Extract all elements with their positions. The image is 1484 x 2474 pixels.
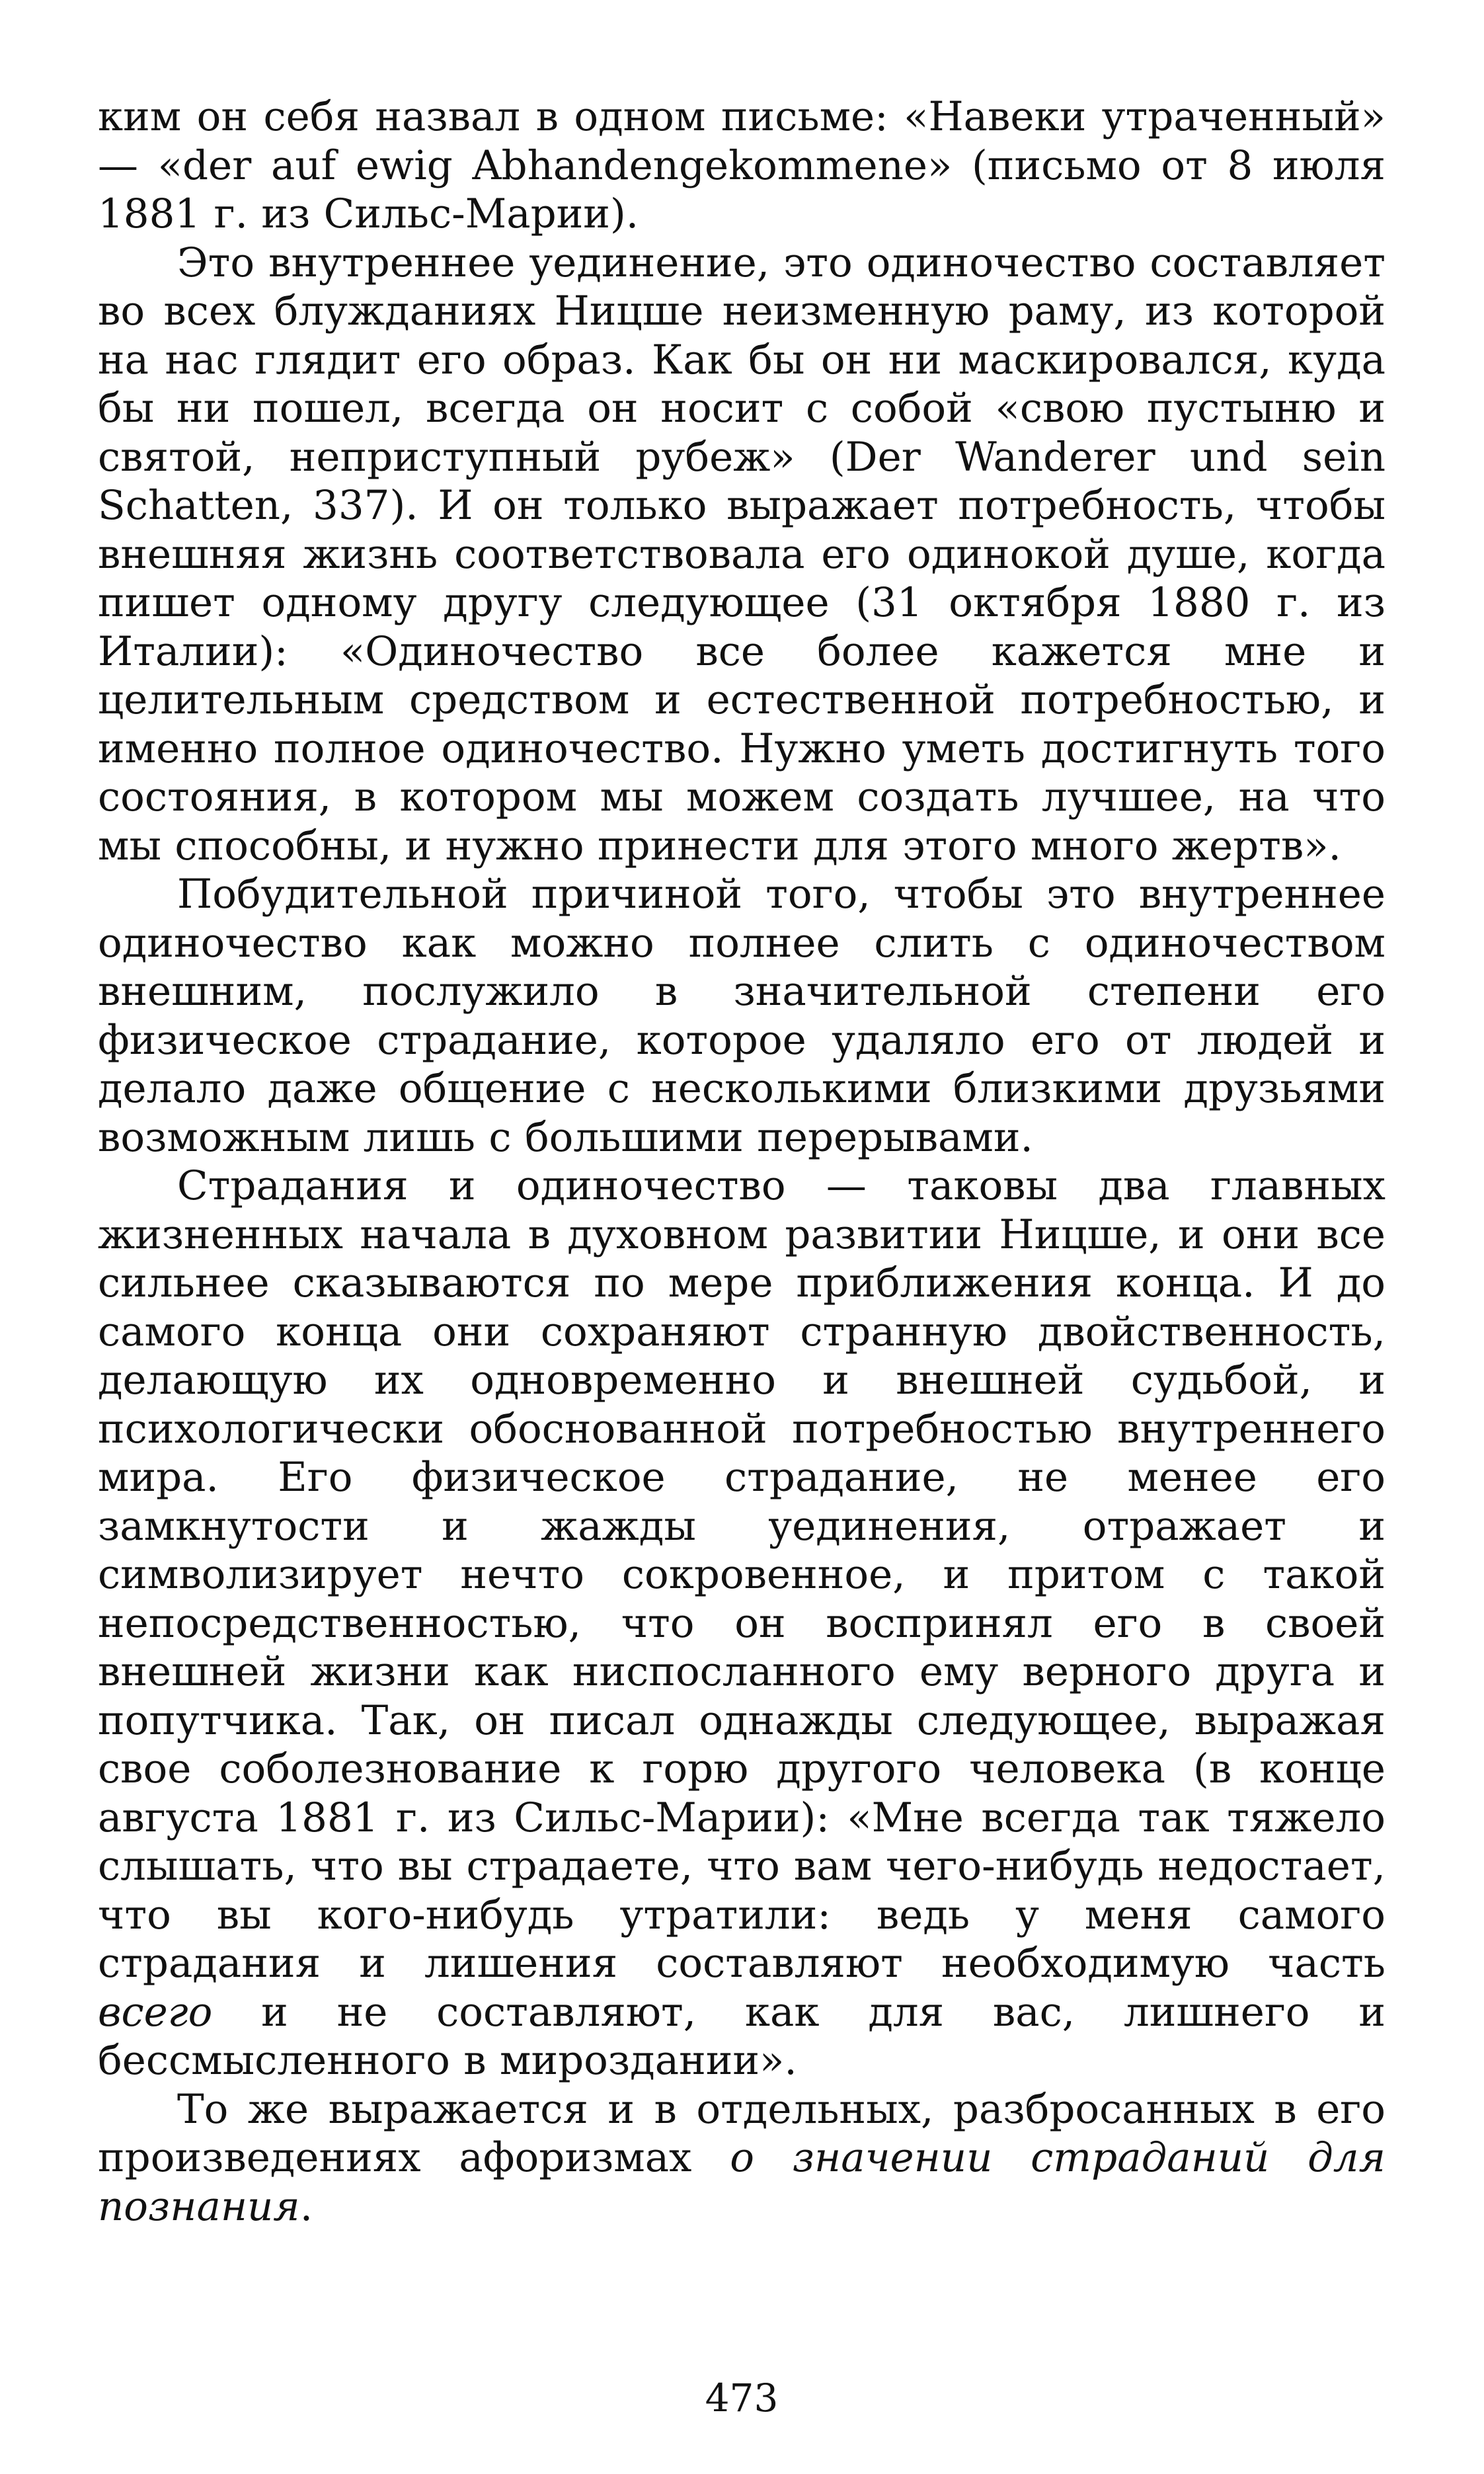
book-page bbox=[98, 93, 1386, 2420]
paragraph-5-emphasis: о значении страданий для познания bbox=[98, 2134, 1386, 2230]
paragraph-5-text-before: То же выражается и в отдельных, разбросанных в его произведениях афоризмах bbox=[98, 2085, 1386, 2181]
paragraph-4-text-before: Страдания и одиночество — таковы два главных жизненных начала в духовном развитии Ницше, и они все сильнее сказываются по мере приближения конца. И до самого конца они сохраняют странную двойственность, делающую их одновременно и внешней судьбой, и психологически обоснованной потребностью внутреннего мира. Его физическое страдание, не менее его замкнутости и жажды уединения, отражает и символизирует нечто сокровенное, и притом с такой непосредственностью, что он воспринял его в своей внешней жизни как ниспосланного ему верного друга и попутчика. Так, он писал однажды следующее, выражая свое соболезнование к горю другого человека (в конце августа 1881 г. из Сильс-Марии): «Мне всегда так тяжело слышать, что вы страдаете, что вам чего-нибудь недостает, что вы кого-нибудь утратили: ведь у меня самого страдания и лишения составляют необходимую часть bbox=[98, 1162, 1386, 1987]
paragraph-2: Это внутреннее уединение, это одиночество составляет во всех блужданиях Ницше неизменную раму, из которой на нас глядит его образ. Как бы он ни маскировался, куда бы ни пошел, всегда он носит с собой «свою пустыню и святой, неприступный рубеж» (Der Wanderer und sein Schatten, 337). И он только выражает потребность, чтобы внешняя жизнь соответствовала его одинокой душе, когда пишет одному другу следующее (31 октября 1880 г. из Италии): «Одиночество все более кажется мне и целительным средством и естественной потребностью, и именно полное одиночество. Нужно уметь достигнуть того состояния, в котором мы можем создать лучшее, на что мы способны, и нужно принести для этого много жертв». bbox=[98, 239, 1386, 869]
paragraph-3: Побудительной причиной того, чтобы это внутреннее одиночество как можно полнее слить с одиночеством внешним, послужило в значительной степени его физическое страдание, которое удаляло его от людей и делало даже общение с несколькими близкими друзьями возможным лишь с большими перерывами. bbox=[98, 871, 1386, 1161]
paragraph-4 bbox=[98, 1162, 1386, 2085]
paragraph-5 bbox=[98, 2085, 1386, 2231]
paragraph-5-text-after: . bbox=[299, 2182, 313, 2230]
body-text bbox=[98, 93, 1386, 2231]
page-number: 473 bbox=[705, 2375, 779, 2420]
paragraph-1: ким он себя назвал в одном письме: «Навеки утраченный» — «der auf ewig Abhandengekommene» (письмо от 8 июля 1881 г. из Сильс-Марии). bbox=[98, 93, 1386, 237]
paragraph-4-text-after: и не составляют, как для вас, лишнего и бессмысленного в мироздании». bbox=[98, 1988, 1386, 2084]
paragraph-4-emphasis: всего bbox=[98, 1988, 213, 2036]
